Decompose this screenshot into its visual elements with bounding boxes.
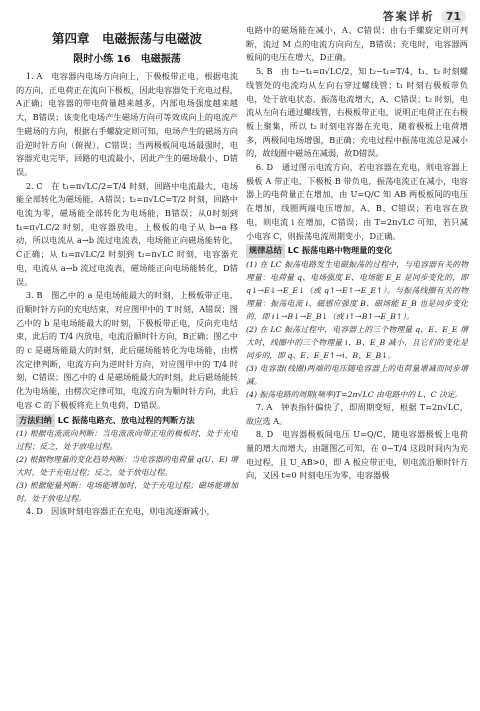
rule-item-3: (3) 电容器(线圈)两端的电压随电容器上的电荷量增减而同步增减。 (246, 363, 468, 386)
method-item-2: (2) 根据物理量的变化趋势判断：当电容器的电荷量 q(U、E) 增大时，处于充电过程；反之，处于放电过程。 (16, 455, 238, 478)
page-number: 71 (441, 10, 466, 23)
chapter-title: 第四章 电磁振荡与电磁波 (51, 31, 202, 46)
answer-4-cont: 电路中的磁场能在减小，A、C错误；由右手螺旋定则可判断，流过 M 点的电流方向向左，B错误；充电时，电容器两板间的电压在增大，D正确。 (246, 25, 468, 63)
section-subtitle: 限时小练 16 电磁振荡 (73, 54, 181, 65)
answer-1: 1. A 电容器内电场方向向上，下极板带正电，根据电流的方向，正电荷正在流向下极板，因此电容器处于充电过程，A正确；电容器的带电荷量越来越多，内部电场强度越来越大，B错误；该变化电场产生磁场方向可等效成向上的电流产生磁场的方向，根据右手螺旋定则可知，电场产生的磁场方向沿逆时针方向（俯视），C错误；当两极板间电场最强时，电容器充电完毕，回路的电流最小，因此产生的磁场最小，D错误。 (16, 71, 238, 177)
method-title: LC 振荡电路充、放电过程的判断方法 (57, 414, 195, 425)
answer-4-start: 4. D 因该时刻电容器正在充电，则电流逐渐减小， (25, 506, 215, 517)
left-column (16, 24, 238, 519)
answer-6: 6. D 通过图示电流方向，若电容器在充电，则电容器上极板 A 带正电，下极板 B 带负电，振荡电流正在减小，电容器上的电荷量正在增加，由 U=Q/C 知 AB 两板板间的电压在增加，线圈两端电压增加，A、B、C错误；若电容在放电，则电流 i 在增加，C错误；由 T=2π√LC 可知，若只减小电容 C，则振荡电流周期变小，D正确。 (246, 162, 468, 241)
answer-7: 7. A 钟表指针偏快了，即周期变短，根据 T=2π√LC，故应选 A。 (246, 401, 468, 426)
rule-tag: 规律总结 (246, 244, 285, 258)
rule-title: LC 振荡电路中物理量的变化 (287, 245, 392, 256)
rule-summary-heading (246, 244, 468, 258)
answer-5: 5. B 由 t₂−t₁=π√LC/2，知 t₂−t₁=T/4，t₁、t₂ 时刻螺线管处的电流均从左向右穿过螺线管；t₁ 时刻右极板带负电，处于放电状态，振荡电流增大，A、C错误；t₂ 时刻，电流从左向右通过螺线管，右极板带正电，说明正电荷正在右极板上聚集，所以 t₂ 时刻电容器在充电，随着极板上电荷增多，两极间电场增强，B正确；充电过程中振荡电流总是减小的，故线圈中磁场在减弱，故D错误。 (246, 66, 468, 159)
rule-item-2: (2) 在 LC 振荡过程中，电容器上的三个物理量 q、E、E_E 增大时，线圈中的三个物理量 i、B、E_B 减小，且它们的变化是同步的，即 q、E、E_E↑→i、B、E_B↓。 (246, 324, 468, 360)
method-tag: 方法归纳 (16, 414, 55, 428)
answer-analysis-label: 答案详析 (382, 10, 435, 23)
method-item-1: (1) 根据电流流向判断：当电流流向带正电的极板时，处于充电过程；反之，处于放电过程。 (16, 429, 238, 452)
method-item-3: (3) 根据能量判断：电场能增加时，处于充电过程；磁场能增加时，处于放电过程。 (16, 481, 238, 504)
rule-item-1: (1) 在 LC 振荡电路发生电磁振荡的过程中，与电容器有关的物理量：电荷量 q、电场强度 E、电场能 E_E 是同步变化的，即 q↓→E↓→E_E↓（或 q↑→E↑→E_E↑）。与振荡线圈有关的物理量：振荡电流 i、磁感应强度 B、磁场能 E_B 也是同步变化的，即 i↓→B↓→E_B↓（或 i↑→B↑→E_B↑）。 (246, 259, 468, 321)
answer-2: 2. C 在 t₁=π√LC/2=T/4 时刻，回路中电流最大，电场能全部转化为磁场能，A错误；t₂=π√LC=T/2 时刻，回路中电流为零，磁场能全部转化为电场能，B错误；从0时刻到 t₁=π√LC/2 时刻，电容器放电，上极板的电子从 b→a 移动，所以电流从 a→b 流过电流表，电场能正向磁场能转化，C正确；从 t₁=π√LC/2 时刻到 t₂=π√LC 时刻，电容器充电，电流从 a→b 流过电流表，磁场能正向电场能转化，D错误。 (16, 180, 238, 287)
rule-item-4: (4) 振荡电路的周期(频率)T=2π√LC 由电路中的 L、C 决定。 (246, 389, 463, 399)
method-summary-heading (16, 414, 238, 428)
answer-3: 3. B 图乙中的 a 是电场能最大的时刻，上极板带正电，沿顺时针方向的充电结束，对应图甲中的 T 时刻，A错误；图乙中的 b 是电场能最大的时刻，下极板带正电，反向充电结束，此后的 T/4 内放电，电流沿顺时针方向，B正确；图乙中的 c 是磁场能最大的时刻，此后磁场能转化为电场能，由楞次定律判断，电流方向为逆时针方向，对应图甲中的 T/4 时刻，C错误；图乙中的 d 是磁场能最大的时刻，此后磁场能转化为电场能，由楞次定律可知，电流方向为顺时针方向，此后电容 C 的下极板将充上负电荷，D错误。 (16, 290, 238, 410)
answer-8-start: 8. D 电容器极板间电压 U=Q/C，随电容器极板上电荷量的增大而增大，由题图乙可知，在 0~T/4 这段时间内为充电过程，且 U_AB>0，即 A 板应带正电，则电流沿顺时针方向，又因 t=0 时刻电压为零，电容器极 (246, 429, 468, 481)
right-column (246, 24, 468, 483)
page-header (383, 8, 466, 24)
